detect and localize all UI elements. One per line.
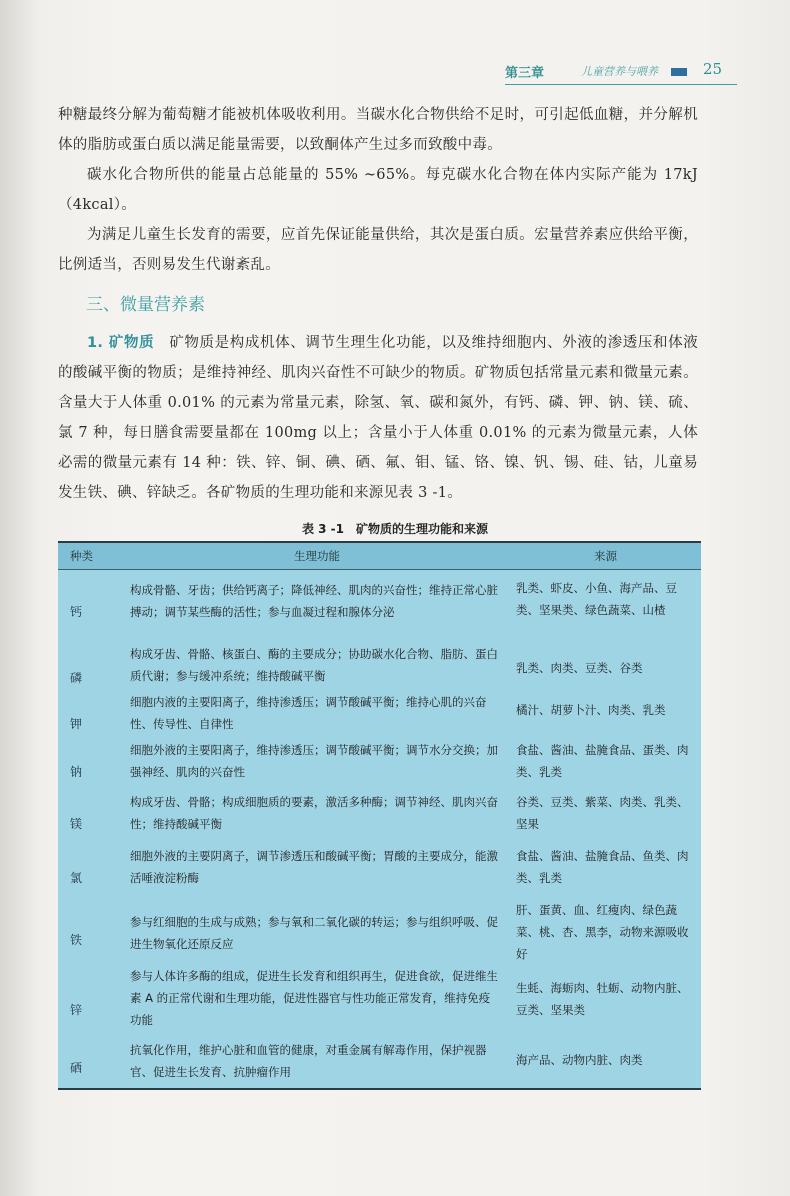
mineral-keyword: 1. 矿物质: [87, 335, 155, 351]
header-type: 种类: [70, 549, 93, 563]
cell-source: 肝、蛋黄、血、红瘦肉、绿色蔬菜、桃、杏、黑李，动物来源吸收好: [516, 903, 689, 961]
cell-function: 构成骨骼、牙齿；供给钙离子；降低神经、肌肉的兴奋性；维持正常心脏搏动；调节某些酶的活性；参与血凝过程和腺体分泌: [130, 583, 498, 619]
cell-type: 氯: [70, 871, 83, 885]
cell-function: 抗氧化作用，维护心脏和血管的健康，对重金属有解毒作用，保护视器官、促进生长发育、抗肿瘤作用: [130, 1043, 487, 1079]
running-header: [505, 60, 745, 86]
cell-function: 参与人体许多酶的组成，促进生长发育和组织再生，促进食欲，促进维生素 A 的正常代谢和生理功能，促进性器官与性功能正常发育，维持免疫功能: [130, 969, 498, 1027]
body-text: [58, 100, 698, 508]
header-rule: [505, 84, 737, 85]
cell-source: 食盐、酱油、盐腌食品、蛋类、肉类、乳类: [516, 743, 689, 779]
chapter-label: 第三章: [505, 66, 545, 81]
cell-type: 钾: [70, 717, 83, 731]
cell-function: 构成牙齿、骨骼、核蛋白、酶的主要成分；协助碳水化合物、脂肪、蛋白质代谢；参与缓冲系统；维持酸碱平衡: [130, 647, 498, 683]
header-bar-decoration: [671, 68, 687, 76]
cell-source: 乳类、虾皮、小鱼、海产品、豆类、坚果类、绿色蔬菜、山楂: [516, 581, 677, 617]
cell-type: 镁: [70, 817, 83, 831]
paragraph: 碳水化合物所供的能量占总能量的 55% ~65%。每克碳水化合物在体内实际产能为 17kJ（4kcal）。: [58, 167, 698, 213]
cell-function: 细胞外液的主要阴离子，调节渗透压和酸碱平衡；胃酸的主要成分，能激活唾液淀粉酶: [130, 849, 498, 885]
cell-type: 钠: [70, 765, 83, 779]
paragraph: 为满足儿童生长发育的需要，应首先保证能量供给，其次是蛋白质。宏量营养素应供给平衡，比例适当，否则易发生代谢紊乱。: [58, 227, 698, 273]
cell-type: 铁: [70, 933, 83, 947]
cell-source: 橘汁、胡萝卜汁、肉类、乳类: [516, 703, 666, 717]
chapter-subtitle: 儿童营养与喂养: [581, 65, 658, 78]
cell-source: 谷类、豆类、紫菜、肉类、乳类、坚果: [516, 795, 689, 831]
cell-type: 硒: [70, 1061, 83, 1075]
cell-type: 钙: [70, 605, 83, 619]
table-header-row: [58, 543, 701, 570]
cell-type: 锌: [70, 1003, 83, 1017]
cell-function: 构成牙齿、骨骼；构成细胞质的要素，激活多种酶；调节神经、肌肉兴奋性；维持酸碱平衡: [130, 795, 498, 831]
cell-type: 磷: [70, 671, 83, 685]
mineral-text: 矿物质是构成机体、调节生理生化功能，以及维持细胞内、外液的渗透压和体液的酸碱平衡的物质；是维持神经、肌肉兴奋性不可缺少的物质。矿物质包括常量元素和微量元素。含量大于人体重 0.01% 的元素为常量元素，除氢、氧、碳和氮外，有钙、磷、钾、钠、镁、硫、氯 7 种，每日膳食需要量都在 100mg 以上；含量小于人体重 0.01% 的元素为微量元素，人体必需的微量元素有 14 种：铁、锌、铜、碘、硒、氟、钼、锰、铬、镍、钒、锡、硅、钴，儿童易发生铁、碘、锌缺乏。各矿物质的生理功能和来源见表 3 -1。: [58, 335, 698, 501]
page-number: 25: [703, 60, 723, 78]
cell-function: 参与红细胞的生成与成熟；参与氧和二氧化碳的转运；参与组织呼吸、促进生物氧化还原反应: [130, 915, 498, 951]
cell-source: 乳类、肉类、豆类、谷类: [516, 661, 643, 675]
header-source: 来源: [594, 549, 617, 563]
cell-source: 生蚝、海蛎肉、牡蛎、动物内脏、豆类、坚果类: [516, 981, 689, 1017]
cell-source: 海产品、动物内脏、肉类: [516, 1053, 643, 1067]
mineral-paragraph: [58, 328, 698, 508]
cell-function: 细胞外液的主要阳离子，维持渗透压；调节酸碱平衡；调节水分交换；加强神经、肌肉的兴奋性: [130, 743, 498, 779]
cell-source: 食盐、酱油、盐腌食品、鱼类、肉类、乳类: [516, 849, 689, 885]
mineral-table: [58, 541, 701, 1090]
paragraph: 种糖最终分解为葡萄糖才能被机体吸收利用。当碳水化合物供给不足时，可引起低血糖，并分解机体的脂肪或蛋白质以满足能量需要，以致酮体产生过多而致酸中毒。: [58, 107, 698, 153]
table-title: 表 3 -1 矿物质的生理功能和来源: [301, 522, 489, 536]
header-function: 生理功能: [294, 549, 340, 563]
cell-function: 细胞内液的主要阳离子，维持渗透压；调节酸碱平衡；维持心肌的兴奋性、传导性、自律性: [130, 695, 487, 731]
section-heading: 三、微量营养素: [86, 295, 205, 315]
